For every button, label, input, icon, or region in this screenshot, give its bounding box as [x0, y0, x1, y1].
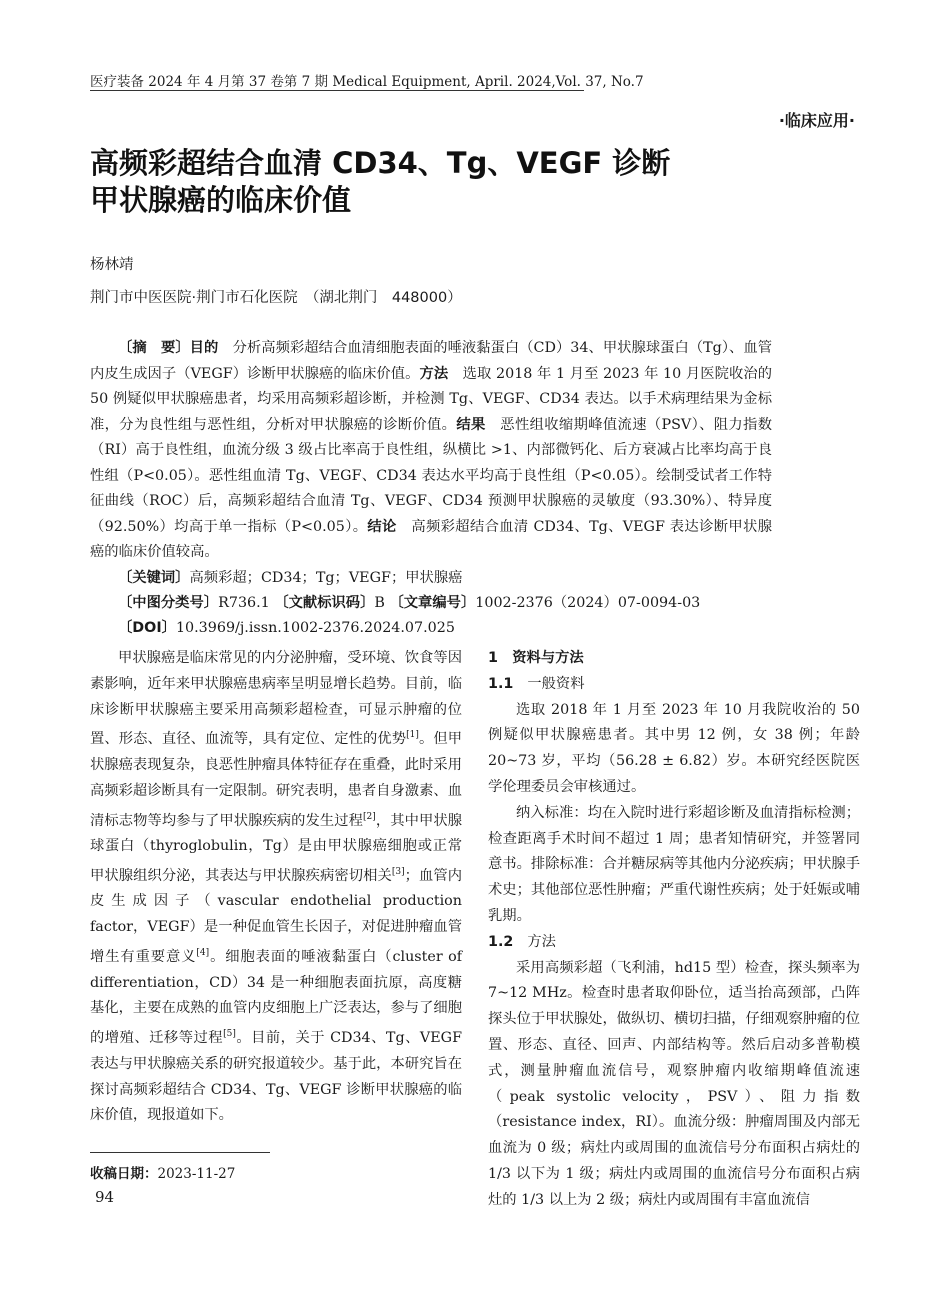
article-number: 1002-2376（2024）07-0094-03 [475, 595, 701, 611]
intro-text-4: ；血管内皮生成因子（vascular endothelial production factor，VEGF）是一种促血管生长因子，对促进肿瘤血管增生有重要意义 [90, 867, 463, 965]
section-heading-1: 1 资料与方法 [488, 650, 584, 666]
doi-line [118, 616, 455, 641]
abstract-method: 选取 2018 年 1 月至 2023 年 10 月医院收治的 50 例疑似甲状腺癌患者，均采用高频彩超诊断，并检测 Tg、VEGF、CD34 表达。以手术病理结果为金标准，分为良性组与恶性组，分析对甲状腺癌的诊断价值。 [90, 365, 773, 433]
intro-text-1: 甲状腺癌是临床常见的内分泌肿瘤，受环境、饮食等因素影响，近年来甲状腺癌患病率呈明显增长趋势。目前，临床诊断甲状腺癌主要采用高频彩超检查，可显示肿瘤的位置、形态、直径、血流等，具有定位、定性的优势 [90, 650, 462, 748]
intro-text-5: 。细胞表面的唾液黏蛋白（cluster of differentiation，CD）34 是一种细胞表面抗原，高度糖基化，主要在成熟的血管内皮细胞上广泛表达，参与了细胞的增殖、迁移等过程 [90, 948, 463, 1046]
left-column [90, 646, 462, 1129]
abstract-objective: 分析高频彩超结合血清细胞表面的唾液黏蛋白（CD）34、甲状腺球蛋白（Tg）、血管内皮生成因子（VEGF）诊断甲状腺癌的临床价值。 [90, 340, 773, 382]
subsection-heading-1-2 [488, 930, 860, 956]
subsection-title: 一般资料 [527, 675, 585, 692]
subsection-heading-1-1 [488, 672, 860, 698]
received-value: 2023-11-27 [157, 1166, 236, 1182]
received-date [90, 1162, 235, 1182]
intro-paragraph [90, 646, 462, 1129]
keywords-label: 〔关键词〕 [118, 570, 190, 586]
received-label: 收稿日期： [90, 1166, 158, 1182]
affiliation: 荆门市中医医院·荆门市石化医院 （湖北荆门 448000） [90, 290, 462, 306]
section-label: ·临床应用· [778, 111, 855, 130]
citation-5: [5] [223, 1029, 236, 1040]
abstract-label: 〔摘 要〕目的 [118, 340, 219, 356]
citation-2: [2] [363, 811, 376, 822]
subsection-title: 方法 [527, 933, 556, 950]
clc-label: 〔中图分类号〕 [118, 595, 219, 611]
author: 杨林靖 [90, 257, 134, 273]
subsection-number: 1.1 [488, 675, 514, 692]
intro-text-3: ，其中甲状腺球蛋白（thyroglobulin，Tg）是由甲状腺癌细胞或正常甲状腺组织分泌，其表达与甲状腺疾病密切相关 [90, 812, 463, 884]
keywords: 高频彩超；CD34；Tg；VEGF；甲状腺癌 [189, 570, 463, 586]
abstract [90, 336, 772, 566]
abstract-result-label: 结果 [456, 416, 486, 433]
citation-4: [4] [196, 948, 210, 959]
general-data-paragraph: 选取 2018 年 1 月至 2023 年 10 月我院收治的 50 例疑似甲状腺癌患者。其中男 12 例，女 38 例；年龄 20~73 岁，平均（56.28 ± 6.82）岁。本研究经医院医学伦理委员会审核通过。 [488, 701, 860, 795]
footnote-divider [90, 1152, 270, 1153]
citation-1: [1] [406, 730, 419, 741]
doccode-label: 〔文献标识码〕 [274, 595, 375, 611]
doi-value: 10.3969/j.issn.1002-2376.2024.07.025 [175, 620, 455, 636]
page-number: 94 [95, 1188, 115, 1206]
right-column [488, 646, 860, 1214]
subsection-number: 1.2 [488, 933, 514, 950]
article-title [90, 145, 670, 219]
abstract-conclusion-label: 结论 [367, 518, 397, 535]
title-line-2: 甲状腺癌的临床价值 [90, 183, 352, 217]
article-number-label: 〔文章编号〕 [389, 595, 476, 611]
abstract-result: 恶性组收缩期峰值流速（PSV）、阻力指数（RI）高于良性组，血流分级 3 级占比率高于良性组，纵横比 >1、内部微钙化、后方衰减占比率均高于良性组（P<0.05）。恶性组血清 Tg、VEGF、CD34 表达水平均高于良性组（P<0.05）。绘制受试者工作特征曲线（ROC）后，高频彩超结合血清 Tg、VEGF、CD34 预测甲状腺癌的灵敏度（93.30%）、特异度（92.50%）均高于单一指标（P<0.05）。 [90, 416, 773, 535]
intro-text-6: 。目前，关于 CD34、Tg、VEGF 表达与甲状腺癌关系的研究报道较少。基于此，本研究旨在探讨高频彩超结合 CD34、Tg、VEGF 诊断甲状腺癌的临床价值，现报道如下。 [90, 1029, 462, 1124]
title-line-1: 高频彩超结合血清 CD34、Tg、VEGF 诊断 [90, 146, 671, 180]
abstract-conclusion: 高频彩超结合血清 CD34、Tg、VEGF 表达诊断甲状腺癌的临床价值较高。 [90, 518, 772, 560]
methods-paragraph: 采用高频彩超（飞利浦，hd15 型）检查，探头频率为 7~12 MHz。检查时患者取仰卧位，适当抬高颈部，凸阵探头位于甲状腺处，做纵切、横切扫描，仔细观察肿瘤的位置、形态、直径、回声、内部结构等。然后启动多普勒模式，测量肿瘤血流信号，观察肿瘤内收缩期峰值流速（peak systolic velocity，PSV）、阻力指数（resistance index，RI）。血流分级：肿瘤周围及内部无血流为 0 级；病灶内或周围的血流信号分布面积占病灶的 1/3 以下为 1 级；病灶内或周围的血流信号分布面积占病灶的 1/3 以上为 2 级；病灶内或周围有丰富血流信 [488, 959, 860, 1208]
journal-header: 医疗装备 2024 年 4 月第 37 卷第 7 期 Medical Equipment, April. 2024,Vol. 37, No.7 [90, 74, 644, 90]
abstract-method-label: 方法 [419, 365, 449, 382]
doccode-value: B [374, 595, 385, 611]
doi-label: 〔DOI〕 [118, 620, 176, 636]
criteria-paragraph: 纳入标准：均在入院时进行彩超诊断及血清指标检测；检查距离手术时间不超过 1 周；患者知情研究，并签署同意书。排除标准：合并糖尿病等其他内分泌疾病；甲状腺手术史；其他部位恶性肿瘤；严重代谢性疾病；处于妊娠或哺乳期。 [488, 804, 860, 924]
citation-3: [3] [391, 866, 405, 877]
clc-value: R736.1 [218, 595, 270, 611]
keywords-line [118, 566, 462, 591]
classification-line [118, 591, 700, 616]
intro-text-2: 。但甲状腺癌表现复杂，良恶性肿瘤具体特征存在重叠，此时采用高频彩超诊断具有一定限制。研究表明，患者自身激素、血清标志物等均参与了甲状腺疾病的发生过程 [90, 731, 463, 829]
header-divider [90, 90, 584, 91]
